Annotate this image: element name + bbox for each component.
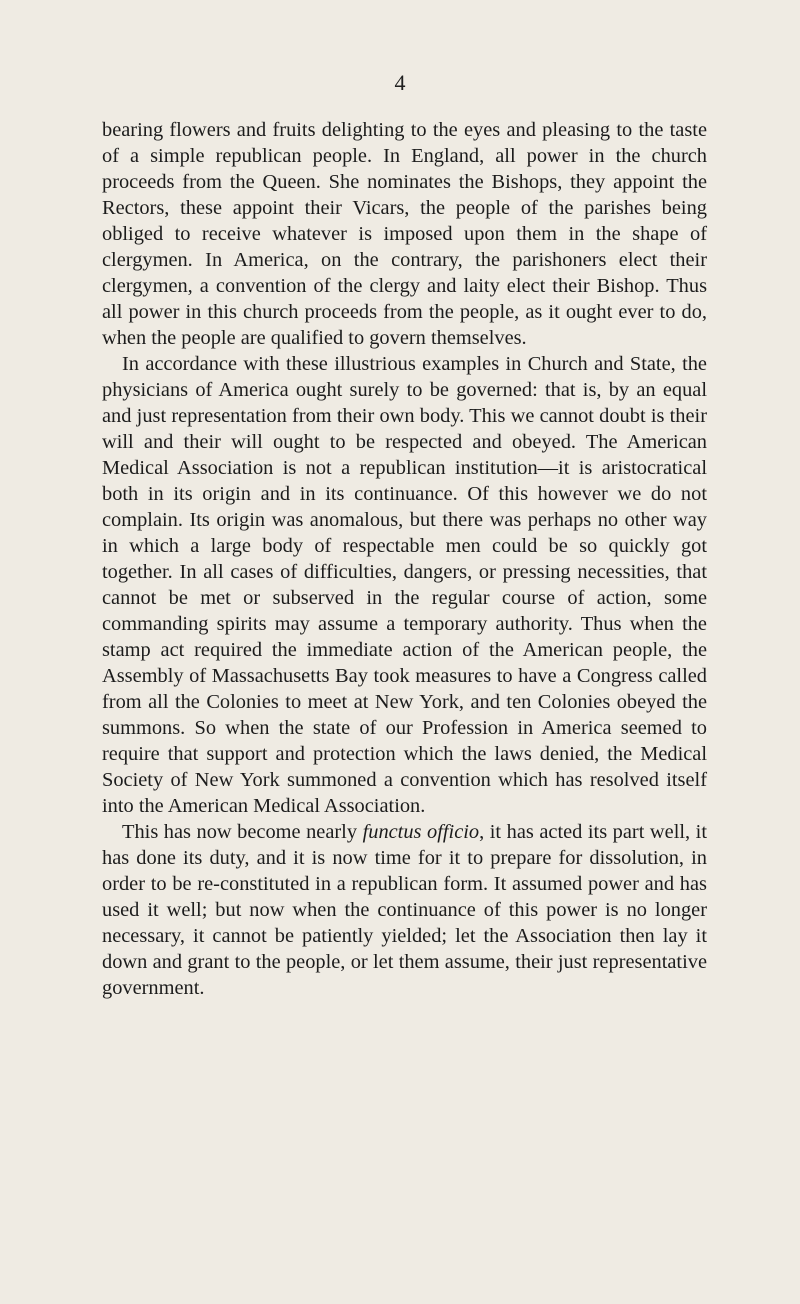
- page-number: 4: [394, 70, 406, 95]
- paragraph-3-rest: , it has acted its part well, it has done its duty, and it is now time for it to prepare for dissolution, in order to be re-constituted in a republican form. It assumed power and has used it well; but now when the continuance of this power is no longer necessary, it cannot be patiently yielded; let the Association then lay it down and grant to the people, or let them assume, their just representative government.: [102, 821, 707, 999]
- body-text: [102, 117, 707, 1001]
- paragraph-1: bearing flowers and fruits delighting to the eyes and pleasing to the taste of a simple republican people. In England, all power in the church proceeds from the Queen. She nominates the Bishops, they appoint the Rectors, these appoint their Vicars, the people of the parishes being obliged to receive whatever is imposed upon them in the shape of clergymen. In America, on the contrary, the parishoners elect their clergymen, a convention of the clergy and laity elect their Bishop. Thus all power in this church proceeds from the people, as it ought ever to do, when the people are qualified to govern themselves.: [102, 119, 707, 349]
- paragraph-3: [102, 819, 707, 1001]
- paragraph-2: In accordance with these illustrious examples in Church and State, the physicians of America ought surely to be governed: that is, by an equal and just representation from their own body. This we cannot doubt is their will and their will ought to be respected and obeyed. The American Medical Association is not a republican institution—it is aristocratical both in its origin and in its continuance. Of this however we do not complain. Its origin was anomalous, but there was perhaps no other way in which a large body of respectable men could be so quickly got together. In all cases of difficulties, dangers, or pressing necessities, that cannot be met or subserved in the regular course of action, some commanding spirits may assume a temporary authority. Thus when the stamp act required the immediate action of the American people, the Assembly of Massachusetts Bay took measures to have a Congress called from all the Colonies to meet at New York, and ten Colonies obeyed the summons. So when the state of our Profession in America seemed to require that support and protection which the laws denied, the Medical Society of New York summoned a convention which has resolved itself into the American Medical Association.: [102, 353, 707, 817]
- paragraph-3-lead: This has now become nearly: [122, 821, 363, 843]
- latin-phrase: functus officio: [362, 821, 480, 843]
